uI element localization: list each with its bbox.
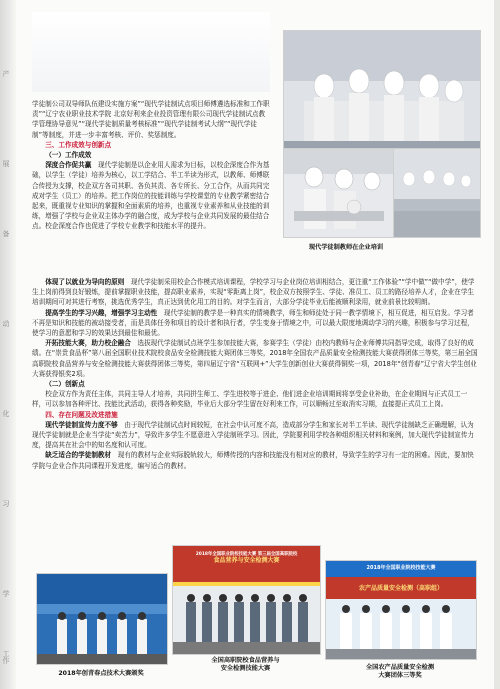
ability-text: 选拔现代学徒制试点班学生参加技能大赛，参赛学生（学徒）由校内教师与企业师傅共同指导完成，取得了良好的成绩。在“崇贵食品杯”第八届全国职业技术院校食品安全检测技能大赛团体三等奖，2018年全国农产品质量安全检测技能大赛获得团体三等奖，第三届全国高职院校食品营养与安全检测技能大赛获得团体三等奖，第四届辽宁省“互联网+”大学生创新创业大赛获得铜奖一项，2018年“创青春”辽宁省大学生创业大赛获得银奖2项。	[32, 339, 478, 378]
agri-banner-line2: 农产品质量安全检测（高职组）	[358, 585, 443, 592]
section4-para2	[32, 450, 480, 470]
employment-lead: 体现了以就业为导向的原则	[45, 278, 125, 286]
innovation-paragraph: 校企双方作为责任主体，共同主导人才培养，共同拼生师工、学生进校等于进企、他们进企业培训期间将享受企业补助，在企业期间与正式员工一样，可以参加各种评比、技能比武活动，获得各种奖励，毕业后大部分学生留在好利来工作，可以顺畅过至取消实习期，直接提正式员工上岗。	[32, 390, 468, 409]
text-column-top	[32, 99, 270, 232]
intro-paragraph: 学徒制公司双导师队伍建设实施方案”“现代学徒制试点项目师傅遴选标准和工作职责”“辽宁农业职业技术学院 北京好利来企业投资管理有限公司现代学徒制试点教学管理协导意见”“现代学徒制质量考核标准”“现代学徒制考试大纲”“现代学徒制”等制度，并进一步丰富考核、评价、奖惩制度。	[32, 100, 270, 139]
section3-heading: 三、工作成效与创新点	[45, 140, 112, 149]
interest-paragraph	[32, 308, 480, 339]
employment-text: 现代学徒制采用校企合作模式培训课程，学校学习与企业岗位培训相结合，更注重“工作体验”“学中做”“做中学”，使学生上岗前得到良好锻炼，提前掌握职业技能，提高职业素养，实现“零距离上岗”，校企双方按照学生、学徒、准员工、员工的路径培养人才，企业在学生培训期间可对其进行考察，挑选优秀学生，真正达到优化用工的目的。对学生而言，大部分学徒毕业后能被顺利录用，就业前景比较明朗。	[32, 278, 475, 307]
section4-para1-lead: 现代学徒制宣传力度不够	[45, 420, 118, 429]
section4-para1	[32, 420, 480, 451]
text-block-full	[32, 277, 480, 471]
adjacent-page-fragment: 展	[2, 160, 10, 167]
interest-lead: 提高学生的学习兴趣，增强学习主动性	[45, 308, 158, 317]
adjacent-page-fragment: 习	[2, 500, 10, 507]
section3-para1	[32, 160, 270, 231]
adjacent-page-fragment: 学	[2, 590, 10, 597]
contest-banner-line1: 2018年全国职业院校技能大赛 第三届全国高职院校	[195, 552, 298, 557]
photo-agri-product-contest	[325, 560, 477, 660]
caption-food-safety-l2: 安全检测技能大赛	[220, 665, 271, 672]
adjacent-page-fragment: 工作	[2, 650, 10, 664]
interest-text: 现代学徒制的教学是一种真实的情境教学，师生和师徒处于同一教学情境下，相互促进，相互启发。学习者不再是知识和技能的被动接受者，而是具体任务和项目的设计者和执行者，学生变身于情境之中，可以最大限度地调动学习的兴趣，积极参与学习过程，使学习的意愿和学习的效果达到最佳和最优。	[32, 308, 474, 338]
innovation-heading: （二）创新点	[45, 380, 85, 389]
photo-teacher-training-image	[284, 149, 394, 237]
top-blank-area	[32, 12, 270, 92]
page-gutter	[0, 0, 16, 689]
ability-lead: 开拓技能大赛，助力校企融合	[45, 339, 131, 348]
adjacent-page-fragment: 动	[2, 320, 10, 327]
section4-para1-text: 由于现代学徒制试点时间较短，在社会中认可度不高，造成部分学生和家长对半工半读、现代学徒制缺乏正确理解，认为现代学徒制就是企业当学徒“卖苦力”，导致许多学生不愿意进入学徒制班学习。因此，学院要利用学校各种组织相关材料和案例，加大现代学徒制宣传力度，提高其在社会中的知名度和认可度。	[32, 420, 475, 450]
photo-award-ceremony-image	[37, 574, 167, 664]
employment-paragraph	[32, 277, 480, 308]
photo-teacher-training	[283, 148, 395, 238]
photo-kitchen-line	[393, 148, 481, 238]
photo-agri-product-contest-image	[326, 561, 476, 659]
caption-food-safety-l1: 全国高职院校食品营养与	[211, 657, 280, 664]
section4-para2-lead: 缺乏适合的学徒制教材	[45, 451, 112, 460]
caption-agri-product-contest	[325, 664, 475, 680]
photo-food-safety-contest	[172, 545, 321, 655]
caption-food-safety-contest	[172, 657, 319, 673]
caption-award-ceremony: 2018年创青春点技术大赛颁奖	[58, 670, 144, 677]
caption-agri-l1: 全国农产品质量安全检测	[365, 664, 435, 671]
adjacent-page-fragment: 化	[2, 410, 10, 417]
section4-heading: 四、存在问题及改进措施	[45, 410, 118, 419]
agri-banner-line1: 2018年全国职业院校技能大赛	[366, 565, 436, 571]
page-edge	[494, 0, 500, 689]
adjacent-page-fragment: 产	[2, 70, 10, 77]
photo-kitchen-line-image	[394, 149, 480, 237]
contest-banner-text	[177, 552, 316, 564]
section3-para1-lead: 深度合作促共赢	[45, 161, 92, 170]
section3-sub1: （一）工作成效	[45, 151, 92, 160]
section3-para1-text: 现代学徒制是以企业用人需求为目标，以校企深度合作为基础，以学生（学徒）培养为核心，以工学结合、半工半读为形式，以教师、师傅联合传授为支撑，校企双方各司其职、各负其责、各专所长、分工合作，从而共同完成对学生（员工）的培养。把工作岗位的技能训练与学校课堂的专业教学紧密结合起来，既重视专业知识的掌握和全面素质的培养，也重视专业素养和从业技能的训练，增强了学校与企业双主体办学的融合度，成为学校与企业共同发展的最佳结合点。校企深度合作也促进了学校专业教学和技能水平的提升。	[32, 161, 270, 231]
caption-teacher-training: 现代学徒制教师在企业培训	[308, 244, 384, 251]
caption-agri-l2: 大赛团体三等奖	[378, 672, 422, 679]
adjacent-page-fragment: 备	[2, 230, 10, 237]
photo-award-ceremony	[36, 573, 168, 665]
ability-paragraph	[32, 338, 480, 379]
contest-banner-line2: 食品营养与安全检测大赛	[213, 557, 280, 564]
section4-para2-text: 现有的教材与企业实际脱轨较大，师傅传授的内容和技能没有相对应的教材，导致学生的学习有一定的困难。因此，要加快学院与企业合作共同课程开发进度，编写适合的教材。	[32, 451, 474, 470]
